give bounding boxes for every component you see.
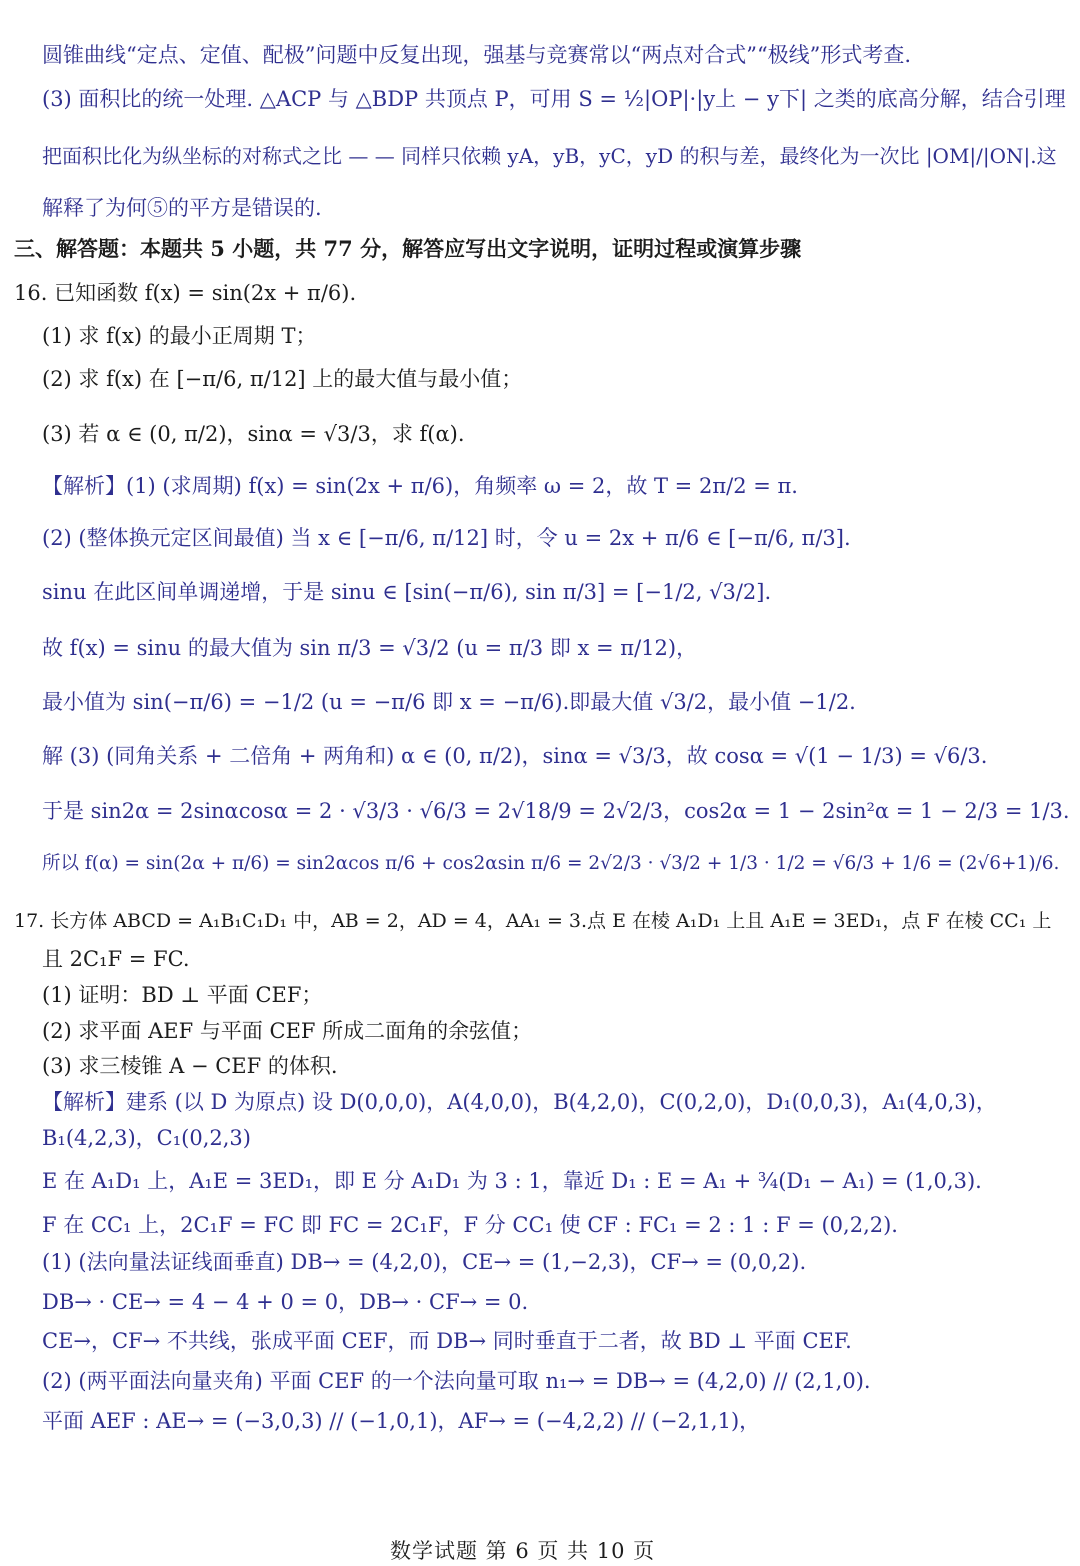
question-part: (3) 求三棱锥 A − CEF 的体积. [42,1054,338,1078]
text-line: 解释了为何⑤的平方是错误的. [42,196,322,220]
text-line: 圆锥曲线“定点、定值、配极”问题中反复出现，强基与竞赛常以“两点对合式”“极线”形式考查. [42,43,912,67]
solution-line: 【解析】(1) (求周期) f(x) = sin(2x + π/6)，角频率 ω = 2，故 T = 2π/2 = π. [42,474,798,498]
page-footer: 数学试题 第 6 页 共 10 页 [390,1539,656,1563]
question-part: (3) 若 α ∈ (0, π/2)，sinα = √3/3，求 f(α). [42,422,465,446]
question-part: (1) 证明：BD ⊥ 平面 CEF； [42,983,323,1007]
question-part: (2) 求平面 AEF 与平面 CEF 所成二面角的余弦值； [42,1019,533,1043]
question-part: (1) 求 f(x) 的最小正周期 T； [42,324,317,348]
text-line: 把面积比化为纵坐标的对称式之比 — — 同样只依赖 yA，yB，yC，yD 的积与差，最终化为一次比 |OM|/|ON|.这 [42,144,1057,168]
question-16: 16. 已知函数 f(x) = sin(2x + π/6). [14,281,357,305]
solution-line: sinu 在此区间单调递增，于是 sinu ∈ [sin(−π/6), sin π/3] = [−1/2, √3/2]. [42,580,772,604]
question-line: 且 2C₁F = FC. [42,947,190,971]
solution-line: 【解析】建系 (以 D 为原点) 设 D(0,0,0)，A(4,0,0)，B(4,2,0)，C(0,2,0)，D₁(0,0,3)，A₁(4,0,3)， [42,1090,997,1114]
solution-line: DB→ · CE→ = 4 − 4 + 0 = 0，DB→ · CF→ = 0. [42,1290,529,1314]
solution-line: 故 f(x) = sinu 的最大值为 sin π/3 = √3/2 (u = π/3 即 x = π/12)， [42,636,698,660]
solution-line: 平面 AEF : AE→ = (−3,0,3) // (−1,0,1)，AF→ = (−4,2,2) // (−2,1,1)， [42,1409,761,1433]
solution-line: 所以 f(α) = sin(2α + π/6) = sin2αcos π/6 + cos2αsin π/6 = 2√2/3 · √3/2 + 1/3 · 1/2 = √6/3 + 1/6 = (2√6+1)/6. [42,853,1060,874]
solution-line: E 在 A₁D₁ 上，A₁E = 3ED₁，即 E 分 A₁D₁ 为 3 : 1，靠近 D₁ : E = A₁ + ¾(D₁ − A₁) = (1,0,3). [42,1169,982,1193]
solution-line: 最小值为 sin(−π/6) = −1/2 (u = −π/6 即 x = −π/6).即最大值 √3/2，最小值 −1/2. [42,690,856,714]
solution-line: (1) (法向量法证线面垂直) DB→ = (4,2,0)，CE→ = (1,−2,3)，CF→ = (0,0,2). [42,1250,807,1274]
solution-line: 于是 sin2α = 2sinαcosα = 2 · √3/3 · √6/3 = 2√18/9 = 2√2/3，cos2α = 1 − 2sin²α = 1 − 2/3 = 1/3. [42,799,1070,823]
section-heading: 三、解答题：本题共 5 小题，共 77 分，解答应写出文字说明，证明过程或演算步骤 [14,236,802,261]
text-line: (3) 面积比的统一处理. △ACP 与 △BDP 共顶点 P，可用 S = ½|OP|·|y上 − y下| 之类的底高分解，结合引理 [42,87,1066,111]
solution-line: (2) (两平面法向量夹角) 平面 CEF 的一个法向量可取 n₁→ = DB→ = (4,2,0) // (2,1,0). [42,1369,871,1393]
solution-line: F 在 CC₁ 上，2C₁F = FC 即 FC = 2C₁F，F 分 CC₁ 使 CF : FC₁ = 2 : 1 : F = (0,2,2). [42,1213,898,1237]
solution-line: B₁(4,2,3)，C₁(0,2,3) [42,1126,251,1150]
solution-line: 解 (3) (同角关系 + 二倍角 + 两角和) α ∈ (0, π/2)，sinα = √3/3，故 cosα = √(1 − 1/3) = √6/3. [42,744,988,768]
solution-line: CE→，CF→ 不共线，张成平面 CEF，而 DB→ 同时垂直于二者，故 BD ⊥ 平面 CEF. [42,1329,852,1353]
question-17: 17. 长方体 ABCD = A₁B₁C₁D₁ 中，AB = 2，AD = 4，AA₁ = 3.点 E 在棱 A₁D₁ 上且 A₁E = 3ED₁，点 F 在棱 CC₁ 上 [14,910,1052,932]
question-part: (2) 求 f(x) 在 [−π/6, π/12] 上的最大值与最小值； [42,367,523,391]
solution-line: (2) (整体换元定区间最值) 当 x ∈ [−π/6, π/12] 时，令 u = 2x + π/6 ∈ [−π/6, π/3]. [42,526,851,550]
